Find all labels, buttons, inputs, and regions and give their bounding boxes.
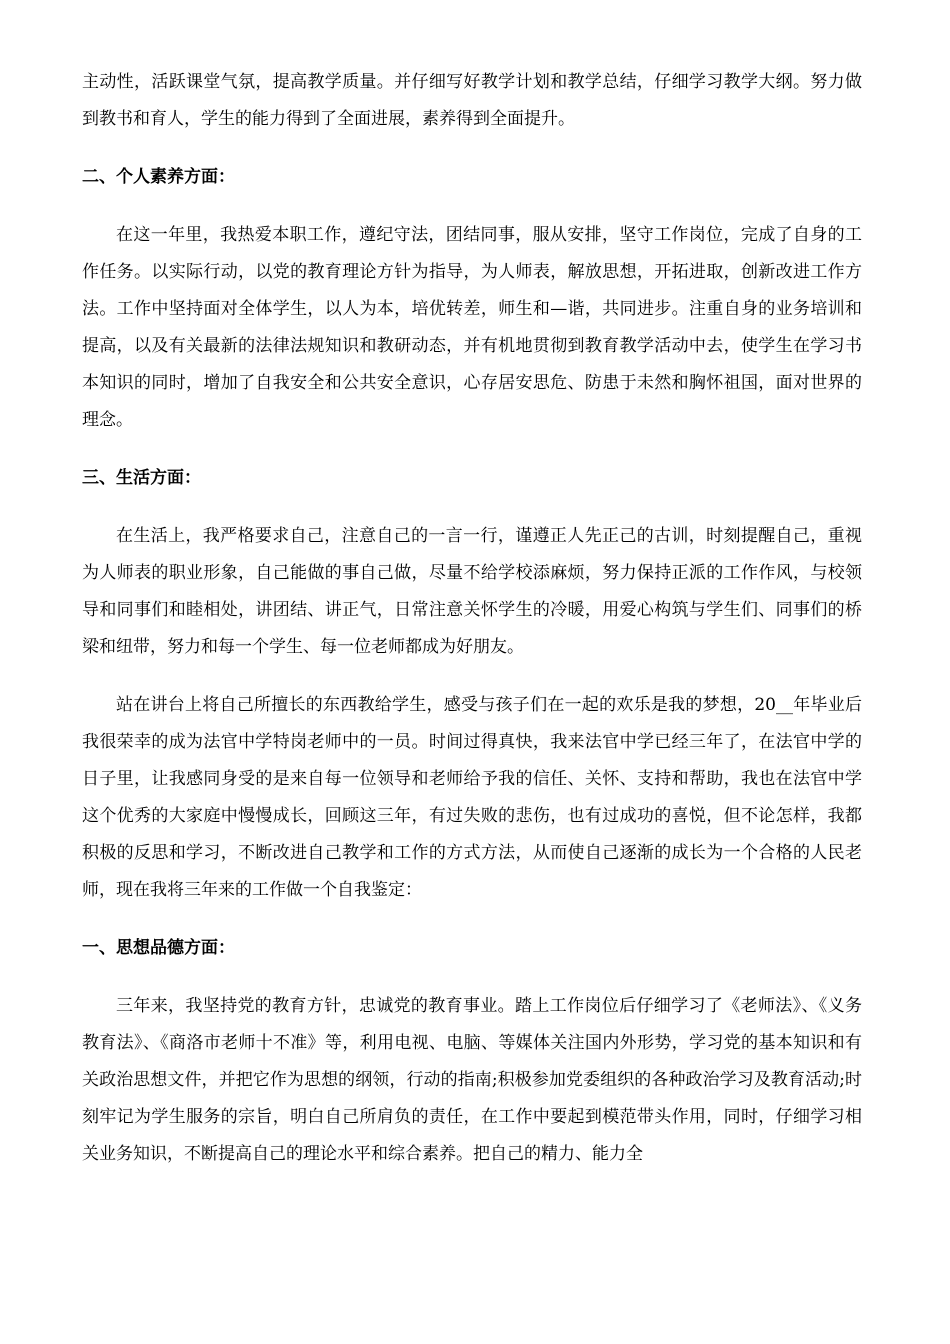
paragraph-teaching-summary: 主动性，活跃课堂气氛，提高教学质量。并仔细写好教学计划和教学总结，仔细学习教学大纲。努力做到教书和育人，学生的能力得到了全面进展，素养得到全面提升。 [82, 72, 862, 129]
heading-life: 三、生活方面： [82, 468, 201, 488]
paragraph-personal-quality: 在这一年里，我热爱本职工作，遵纪守法，团结同事，服从安排，坚守工作岗位，完成了自身的工作任务。以实际行动，以党的教育理论方针为指导，为人师表，解放思想，开拓进取，创新改进工作方法。工作中坚持面对全体学生，以人为本，培优转差，师生和—谐，共同进步。注重自身的业务培训和提高，以及有关最新的法律法规知识和教研动态，并有机地贯彻到教育教学活动中去，使学生在学习书本知识的同时，增加了自我安全和公共安全意识，心存居安思危、防患于未然和胸怀祖国，面对世界的理念。 [82, 225, 862, 430]
heading-personal-quality: 二、个人素养方面： [82, 167, 235, 187]
document-body [82, 64, 862, 1173]
paragraph-ideology-morality: 三年来，我坚持党的教育方针，忠诚党的教育事业。踏上工作岗位后仔细学习了《老师法》、《义务教育法》、《商洛市老师十不准》等，利用电视、电脑、等媒体关注国内外形势，学习党的基本知识和有关政治思想文件，并把它作为思想的纲领，行动的指南;积极参加党委组织的各种政治学习及教育活动;时刻牢记为学生服务的宗旨，明白自己所肩负的责任，在工作中要起到模范带头作用，同时，仔细学习相关业务知识，不断提高自己的理论水平和综合素养。把自己的精力、能力全 [82, 996, 862, 1164]
paragraph-self-assessment-intro: 站在讲台上将自己所擅长的东西教给学生，感受与孩子们在一起的欢乐是我的梦想，20__年毕业后我很荣幸的成为法官中学特岗老师中的一员。时间过得真快，我来法官中学已经三年了，在法官中学的日子里，让我感同身受的是来自每一位领导和老师给予我的信任、关怀、支持和帮助，我也在法官中学这个优秀的大家庭中慢慢成长，回顾这三年，有过失败的悲伤，也有过成功的喜悦，但不论怎样，我都积极的反思和学习，不断改进自己教学和工作的方式方法，从而使自己逐渐的成长为一个合格的人民老师，现在我将三年来的工作做一个自我鉴定： [82, 695, 862, 900]
paragraph-life: 在生活上，我严格要求自己，注意自己的一言一行，谨遵正人先正己的古训，时刻提醒自己，重视为人师表的职业形象，自己能做的事自己做，尽量不给学校添麻烦，努力保持正派的工作作风，与校领导和同事们和睦相处，讲团结、讲正气，日常注意关怀学生的冷暖，用爱心构筑与学生们、同事们的桥梁和纽带，努力和每一个学生、每一位老师都成为好朋友。 [82, 526, 862, 657]
heading-ideology-morality: 一、思想品德方面： [82, 938, 235, 958]
